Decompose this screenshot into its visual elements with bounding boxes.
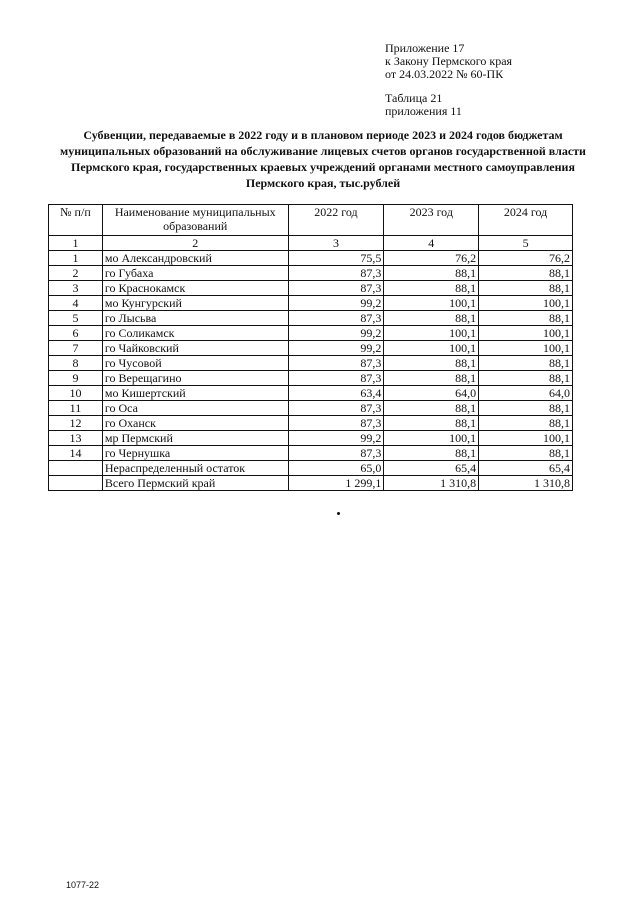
value-2023: 88,1 <box>384 401 479 416</box>
value-2023: 64,0 <box>384 386 479 401</box>
header-num: № п/п <box>49 205 103 236</box>
municipality-name: го Чусовой <box>102 356 288 371</box>
value-2023: 1 310,8 <box>384 476 479 491</box>
value-2024: 100,1 <box>479 296 573 311</box>
value-2022: 87,3 <box>288 281 384 296</box>
value-2022: 1 299,1 <box>288 476 384 491</box>
value-2023: 76,2 <box>384 251 479 266</box>
value-2022: 87,3 <box>288 356 384 371</box>
row-number: 1 <box>49 251 103 266</box>
municipality-name: мр Пермский <box>102 431 288 446</box>
column-number: 1 <box>49 236 103 251</box>
value-2023: 100,1 <box>384 326 479 341</box>
table-row <box>49 386 573 401</box>
value-2024: 76,2 <box>479 251 573 266</box>
value-2022: 99,2 <box>288 341 384 356</box>
value-2024: 88,1 <box>479 281 573 296</box>
value-2022: 75,5 <box>288 251 384 266</box>
municipality-name: мо Кишертский <box>102 386 288 401</box>
value-2022: 87,3 <box>288 311 384 326</box>
table-row <box>49 461 573 476</box>
value-2022: 87,3 <box>288 371 384 386</box>
column-number: 2 <box>102 236 288 251</box>
document-header <box>385 42 512 118</box>
law-reference: к Закону Пермского края <box>385 54 513 68</box>
table-header-row <box>49 205 573 236</box>
value-2023: 88,1 <box>384 266 479 281</box>
row-number: 7 <box>49 341 103 356</box>
value-2023: 100,1 <box>384 296 479 311</box>
value-2024: 88,1 <box>479 371 573 386</box>
municipality-name: го Чернушка <box>102 446 288 461</box>
value-2024: 88,1 <box>479 266 573 281</box>
row-number: 14 <box>49 446 103 461</box>
value-2022: 65,0 <box>288 461 384 476</box>
value-2022: 87,3 <box>288 446 384 461</box>
row-number: 5 <box>49 311 103 326</box>
municipality-name: Всего Пермский край <box>102 476 288 491</box>
municipality-name: го Губаха <box>102 266 288 281</box>
municipality-name: мо Кунгурский <box>102 296 288 311</box>
table-label: Таблица 21 <box>385 91 443 105</box>
table-row <box>49 431 573 446</box>
table-row <box>49 476 573 491</box>
row-number: 10 <box>49 386 103 401</box>
value-2024: 65,4 <box>479 461 573 476</box>
row-number: 4 <box>49 296 103 311</box>
municipality-name: Нераспределенный остаток <box>102 461 288 476</box>
value-2023: 100,1 <box>384 341 479 356</box>
municipality-name: го Оса <box>102 401 288 416</box>
table-row <box>49 251 573 266</box>
value-2023: 88,1 <box>384 446 479 461</box>
row-number: 8 <box>49 356 103 371</box>
municipality-name: го Оханск <box>102 416 288 431</box>
value-2024: 88,1 <box>479 416 573 431</box>
subvention-table <box>48 204 573 491</box>
table-row <box>49 341 573 356</box>
law-date: от 24.03.2022 № 60-ПК <box>385 67 504 81</box>
table-row <box>49 401 573 416</box>
column-number-row <box>49 236 573 251</box>
value-2022: 99,2 <box>288 326 384 341</box>
value-2024: 100,1 <box>479 326 573 341</box>
column-number: 5 <box>479 236 573 251</box>
value-2024: 88,1 <box>479 356 573 371</box>
value-2024: 88,1 <box>479 311 573 326</box>
value-2024: 64,0 <box>479 386 573 401</box>
document-number: 1077-22 <box>66 880 100 890</box>
value-2023: 65,4 <box>384 461 479 476</box>
value-2023: 100,1 <box>384 431 479 446</box>
municipality-name: го Чайковский <box>102 341 288 356</box>
column-number: 4 <box>384 236 479 251</box>
value-2023: 88,1 <box>384 416 479 431</box>
row-number: 12 <box>49 416 103 431</box>
value-2024: 1 310,8 <box>479 476 573 491</box>
municipality-name: мо Александровский <box>102 251 288 266</box>
municipality-name: го Верещагино <box>102 371 288 386</box>
table-row <box>49 311 573 326</box>
header-2022: 2022 год <box>288 205 384 236</box>
table-row <box>49 326 573 341</box>
row-number: 9 <box>49 371 103 386</box>
table-row <box>49 416 573 431</box>
row-number: 2 <box>49 266 103 281</box>
value-2022: 99,2 <box>288 296 384 311</box>
municipality-name: го Соликамск <box>102 326 288 341</box>
table-row <box>49 266 573 281</box>
row-number: 6 <box>49 326 103 341</box>
table-appendix-ref: приложения 11 <box>385 104 462 118</box>
municipality-name: го Краснокамск <box>102 281 288 296</box>
row-number <box>49 476 103 491</box>
table-row <box>49 371 573 386</box>
header-2023: 2023 год <box>384 205 479 236</box>
row-number: 13 <box>49 431 103 446</box>
value-2023: 88,1 <box>384 281 479 296</box>
document-title: Субвенции, передаваемые в 2022 году и в плановом периоде 2023 и 2024 годов бюджетам муниципальных образований на обслуживание лицевых счетов органов государственной власти Пермского края, государственных краевых учреждений органами местного самоуправления Пермского края, тыс.рублей <box>60 128 586 190</box>
value-2023: 88,1 <box>384 356 479 371</box>
value-2023: 88,1 <box>384 371 479 386</box>
table-row <box>49 446 573 461</box>
column-number: 3 <box>288 236 384 251</box>
header-name: Наименование муниципальных образований <box>102 205 288 236</box>
header-2024: 2024 год <box>479 205 573 236</box>
value-2024: 100,1 <box>479 341 573 356</box>
value-2024: 100,1 <box>479 431 573 446</box>
value-2024: 88,1 <box>479 446 573 461</box>
value-2023: 88,1 <box>384 311 479 326</box>
table-row <box>49 356 573 371</box>
value-2022: 87,3 <box>288 416 384 431</box>
value-2024: 88,1 <box>479 401 573 416</box>
table-row <box>49 296 573 311</box>
appendix-line: Приложение 17 <box>385 41 465 55</box>
value-2022: 87,3 <box>288 266 384 281</box>
table-row <box>49 281 573 296</box>
row-number: 3 <box>49 281 103 296</box>
stray-mark <box>337 512 340 515</box>
value-2022: 99,2 <box>288 431 384 446</box>
value-2022: 63,4 <box>288 386 384 401</box>
row-number: 11 <box>49 401 103 416</box>
municipality-name: го Лысьва <box>102 311 288 326</box>
value-2022: 87,3 <box>288 401 384 416</box>
row-number <box>49 461 103 476</box>
